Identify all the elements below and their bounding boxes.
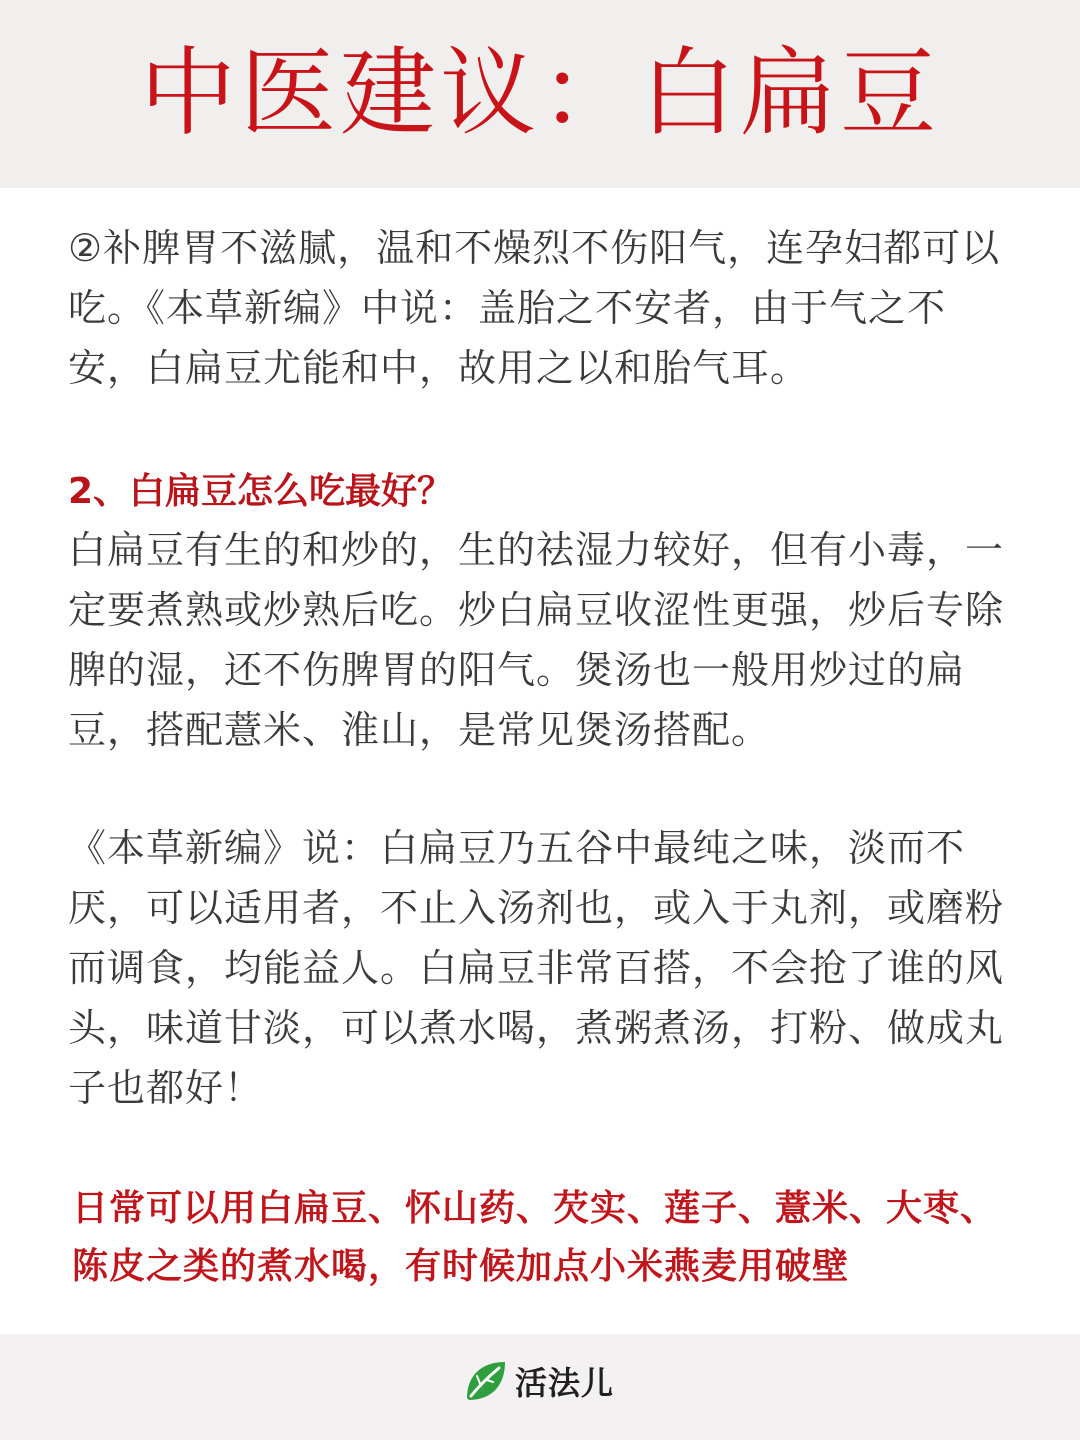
paragraph-benefits: ②补脾胃不滋腻，温和不燥烈不伤阳气，连孕妇都可以吃。《本草新编》中说：盖胎之不安者，由于气之不安，白扁豆尤能和中，故用之以和胎气耳。 [68, 226, 1001, 390]
header [0, 0, 1080, 188]
leaf-icon [463, 1358, 509, 1404]
article-content [0, 188, 1080, 1334]
paragraph-bencao-xinbian: 《本草新编》说：白扁豆乃五谷中最纯之味，淡而不厌，可以适用者，不止入汤剂也，或入于丸剂，或磨粉而调食，均能益人。白扁豆非常百搭，不会抢了谁的风头，味道甘淡，可以煮水喝，煮粥煮汤，打粉、做成丸子也都好！ [68, 826, 1005, 1110]
section-heading-how-to-eat: 2、白扁豆怎么吃最好？ [68, 471, 454, 512]
paragraph-daily-recommendation: 日常可以用白扁豆、怀山药、芡实、莲子、薏米、大枣、陈皮之类的煮水喝，有时候加点小米燕麦用破壁 [72, 1188, 998, 1287]
brand-name: 活法儿 [515, 1364, 615, 1402]
page-title: 中医建议：白扁豆 [140, 37, 940, 149]
paragraph-raw-vs-fried: 白扁豆有生的和炒的，生的祛湿力较好，但有小毒，一定要煮熟或炒熟后吃。炒白扁豆收涩性更强，炒后专除脾的湿，还不伤脾胃的阳气。煲汤也一般用炒过的扁豆，搭配薏米、淮山，是常见煲汤搭配。 [68, 528, 1005, 752]
brand-logo [463, 1356, 614, 1406]
